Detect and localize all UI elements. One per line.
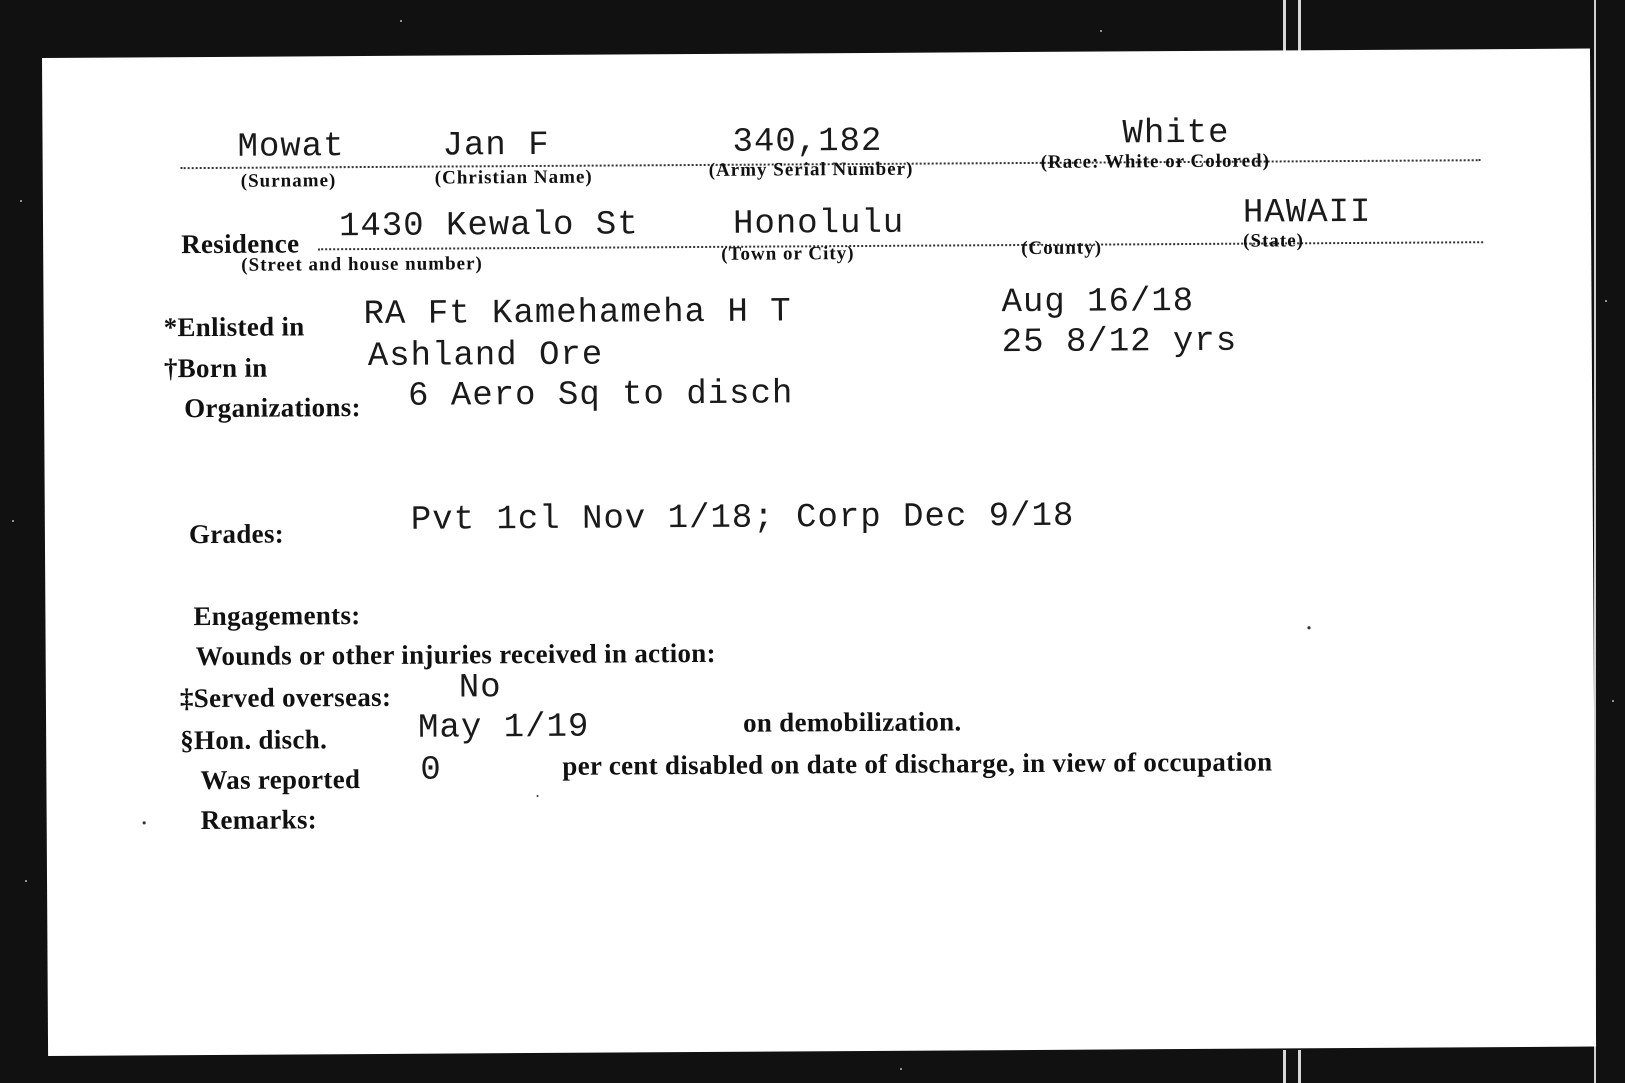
enlisted-label: *Enlisted in (163, 311, 305, 343)
service-record-card (42, 49, 1596, 1056)
county-caption: (County) (1021, 237, 1103, 260)
christian-name-caption: (Christian Name) (434, 166, 593, 189)
scan-speck (1612, 700, 1614, 702)
enlisted-value: RA Ft Kamehameha H T (363, 293, 792, 335)
reported-label: Was reported (200, 764, 361, 796)
surname-caption: (Surname) (240, 170, 337, 192)
street-caption: (Street and house number) (241, 253, 483, 276)
scan-speck (25, 880, 27, 882)
race-caption: (Race: White or Colored) (1040, 150, 1270, 173)
town-value: Honolulu (732, 204, 905, 244)
born-value: Ashland Ore (367, 336, 604, 377)
scan-speck (12, 520, 14, 522)
grades-label: Grades: (188, 518, 285, 550)
surname-value: Mowat (237, 128, 345, 167)
card-speck (537, 795, 539, 797)
organizations-value: 6 Aero Sq to disch (407, 375, 794, 416)
discharge-value: May 1/19 (417, 708, 590, 748)
organizations-label: Organizations: (184, 392, 361, 424)
serial-number-caption: (Army Serial Number) (708, 158, 914, 181)
overseas-label: ‡Served overseas: (179, 681, 392, 714)
card-speck (143, 821, 146, 824)
grades-value: Pvt 1cl Nov 1/18; Corp Dec 9/18 (410, 497, 1075, 540)
enlisted-date: Aug 16/18 (1001, 282, 1195, 323)
race-value: White (1122, 114, 1230, 154)
wounds-label: Wounds or other injuries received in action: (195, 637, 716, 672)
scan-speck (1100, 30, 1102, 32)
christian-name-value: Jan F (442, 126, 550, 166)
discharge-suffix: on demobilization. (742, 706, 962, 738)
scan-speck (400, 20, 402, 22)
state-value: HAWAII (1242, 193, 1372, 233)
card-speck (1307, 626, 1310, 629)
engagements-label: Engagements: (193, 600, 361, 632)
born-label: †Born in (163, 352, 268, 384)
discharge-label: §Hon. disch. (180, 724, 328, 756)
street-value: 1430 Kewalo St (338, 206, 639, 247)
scan-speck (20, 200, 22, 202)
residence-label: Residence (181, 228, 300, 260)
serial-number-value: 340,182 (732, 122, 883, 162)
age-value: 25 8/12 yrs (1001, 322, 1238, 363)
reported-value: 0 (420, 751, 442, 790)
scan-speck (900, 1068, 902, 1070)
reported-suffix: per cent disabled on date of discharge, in view of occupation (562, 746, 1273, 781)
overseas-value: No (458, 669, 502, 708)
remarks-label: Remarks: (200, 804, 318, 836)
town-caption: (Town or City) (721, 243, 855, 265)
scan-edge-line (1298, 1050, 1301, 1083)
scan-speck (1605, 300, 1607, 302)
scan-edge-line (1283, 1050, 1286, 1083)
state-caption: (State) (1243, 230, 1305, 252)
